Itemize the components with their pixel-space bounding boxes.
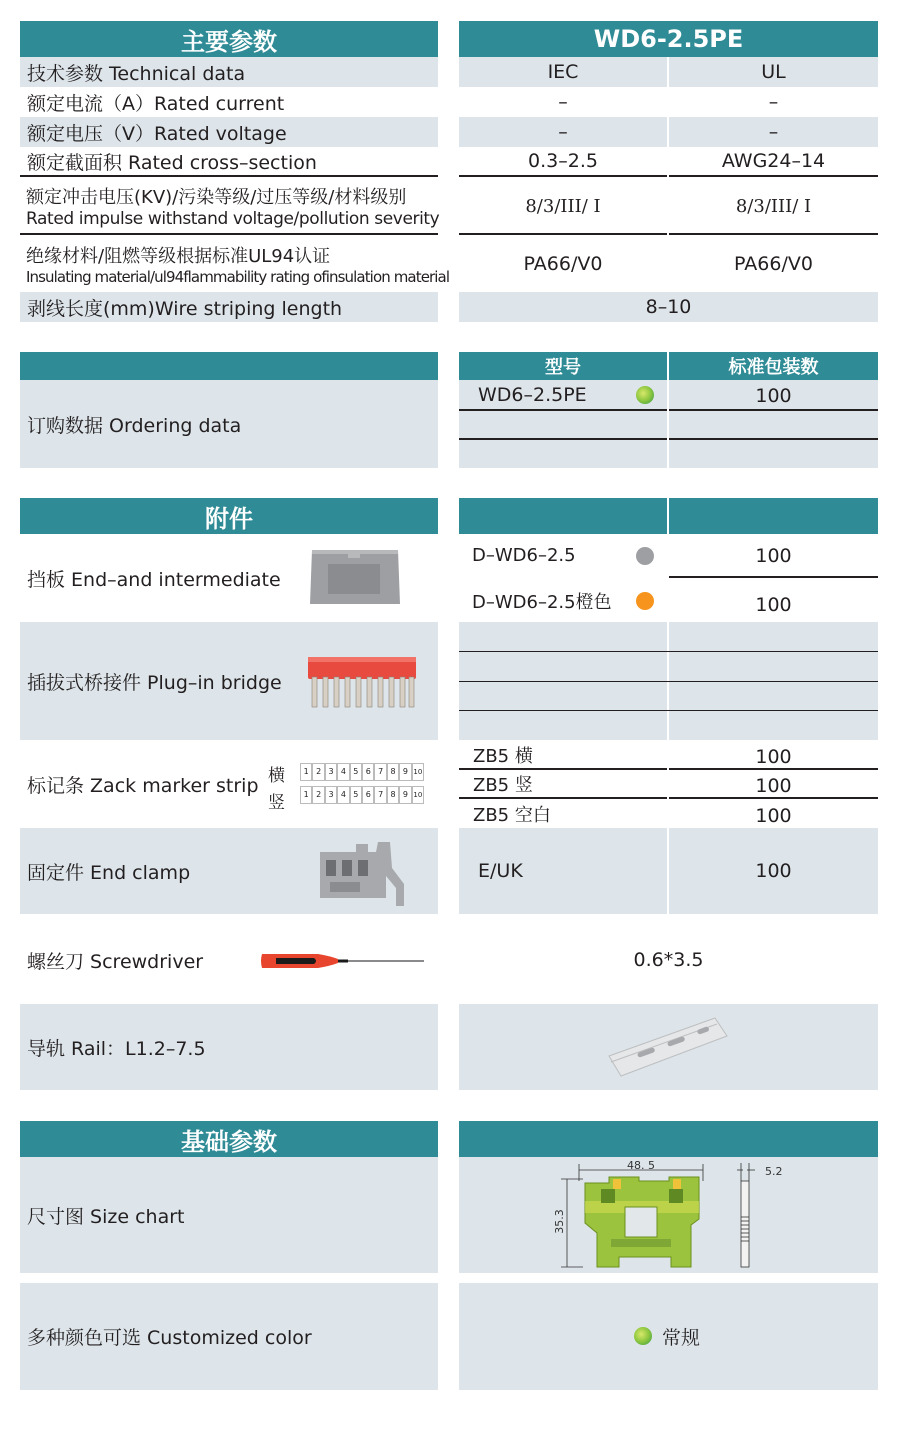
accessories-header-col-model [459,498,667,534]
divider [669,233,878,235]
end-plate-item-2-model-text: D–WD6–2.5橙色 [472,592,612,613]
marker-vertical-label: 竖 [268,793,285,813]
marker-item-2-pack: 100 [755,775,792,797]
impulse-voltage-iec: 8/3/III/ I [525,195,601,217]
marker-strip-vertical-image [300,786,424,804]
marker-cell: 6 [362,786,374,804]
order-row-pack: 100 [755,384,792,407]
divider [459,233,667,235]
technical-data-label: 技术参数 Technical data [20,57,438,87]
insulating-material-label [20,238,450,290]
wire-striping-value: 8–10 [459,292,878,322]
cross-section-iec: 0.3–2.5 [528,150,598,172]
accessories-header-col-pack [669,498,878,534]
iec-header: IEC [459,57,667,87]
marker-cell: 5 [350,763,362,781]
insulating-material-ul: PA66/V0 [734,253,813,275]
accessories-header: 附件 [20,498,438,534]
divider [20,175,438,177]
marker-cell: 2 [312,786,324,804]
marker-cell: 4 [337,786,349,804]
marker-cell: 2 [312,763,324,781]
divider [459,175,667,177]
divider [459,409,667,411]
main-params-header: 主要参数 [20,21,438,57]
standard-color-dot-icon [634,1327,652,1345]
din-rail-image [459,1004,878,1090]
rated-current-iec: – [558,91,568,113]
rail-label: 导轨 Rail：L1.2–7.5 [20,1004,438,1090]
ordering-data-label: 订购数据 Ordering data [20,380,438,468]
cross-section-ul: AWG24–14 [721,150,826,172]
size-chart-cell [459,1157,878,1273]
divider [669,768,878,770]
divider [459,710,878,711]
size-height-label: 35.3 [552,1209,566,1234]
divider [669,409,878,411]
divider [459,681,878,682]
marker-item-1-pack: 100 [755,745,792,768]
end-clamp-pack: 100 [669,828,878,914]
end-clamp-image [316,838,408,908]
col-model-header: 型号 [459,352,667,380]
rated-current-label: 额定电流（A）Rated current [27,92,285,115]
end-plate-image [308,548,402,606]
marker-cell: 10 [412,786,424,804]
wire-striping-label: 剥线长度(mm)Wire striping length [20,292,438,322]
basic-params-header-right [459,1121,878,1157]
col-pack-header: 标准包装数 [669,352,878,380]
size-thickness-label: 5.2 [765,1165,783,1178]
divider [669,175,878,177]
end-clamp-model: E/UK [459,828,667,914]
marker-cell: 8 [387,786,399,804]
orange-color-dot-icon [636,592,654,610]
marker-cell: 1 [300,763,312,781]
marker-cell: 10 [412,763,424,781]
marker-cell: 7 [374,786,386,804]
marker-item-3-pack: 100 [755,804,792,827]
plug-in-bridge-label: 插拔式桥接件 Plug–in bridge [20,622,438,740]
rated-voltage-ul: – [669,117,878,147]
marker-item-1-model: ZB5 横 [473,745,533,767]
marker-item-3-model: ZB5 空白 [473,804,551,826]
divider [669,576,878,578]
marker-cell: 8 [387,763,399,781]
size-chart-label: 尺寸图 Size chart [20,1157,438,1273]
end-plate-item-1-pack: 100 [755,544,792,567]
impulse-voltage-label [20,179,438,233]
gray-color-dot-icon [636,547,654,565]
divider [459,438,667,440]
green-color-dot-icon [636,386,654,404]
screwdriver-label: 螺丝刀 Screwdriver [27,950,204,973]
order-model-text: WD6–2.5PE [478,383,587,406]
rated-voltage-iec: – [459,117,667,147]
end-clamp-label: 固定件 End clamp [20,828,438,914]
impulse-voltage-ul: 8/3/III/ I [735,195,812,217]
screwdriver-image [258,946,428,976]
divider [459,651,878,652]
cross-section-label: 额定截面积 Rated cross–section [27,151,317,174]
end-plate-item-2-pack: 100 [755,594,792,616]
ul-header: UL [669,57,878,87]
screwdriver-value: 0.6*3.5 [633,949,704,971]
marker-cell: 4 [337,763,349,781]
divider [669,438,878,440]
marker-strip-label: 标记条 Zack marker strip [27,774,259,797]
marker-cell: 9 [399,786,411,804]
insulating-material-label-cn: 绝缘材料/阻燃等级根据标准UL94认证 [26,246,331,267]
size-width-label: 48. 5 [627,1159,655,1172]
end-plate-item-1-model-text: D–WD6–2.5 [472,545,576,566]
marker-cell: 1 [300,786,312,804]
model-header: WD6-2.5PE [459,21,878,57]
rated-voltage-label: 额定电压（V）Rated voltage [20,117,438,147]
marker-cell: 3 [325,763,337,781]
marker-cell: 9 [399,763,411,781]
marker-horizontal-label: 横 [268,766,285,786]
impulse-voltage-label-cn: 额定冲击电压(KV)/污染等级/过压等级/材料级别 [26,187,407,208]
rated-current-ul: – [768,91,779,113]
impulse-voltage-label-en: Rated impulse withstand voltage/pollution severity [26,209,440,229]
standard-color-option: 常规 [662,1327,701,1349]
divider [20,233,438,235]
marker-strip-horizontal-image [300,763,424,781]
basic-params-header: 基础参数 [20,1121,438,1157]
marker-cell: 5 [350,786,362,804]
end-plate-label: 挡板 End–and intermediate [27,568,281,591]
insulating-material-iec: PA66/V0 [523,253,603,275]
size-chart-drawing [459,1157,878,1273]
marker-cell: 6 [362,763,374,781]
ordering-header-bar [20,352,438,380]
marker-cell: 3 [325,786,337,804]
divider [669,797,878,799]
rail-cell [459,1004,878,1090]
plug-in-bridge-image [306,655,418,711]
marker-item-2-model: ZB5 竖 [473,775,533,796]
insulating-material-label-en: Insulating material/ul94flammability rating ofinsulation material [26,268,450,286]
marker-cell: 7 [374,763,386,781]
customized-color-label: 多种颜色可选 Customized color [20,1283,438,1390]
